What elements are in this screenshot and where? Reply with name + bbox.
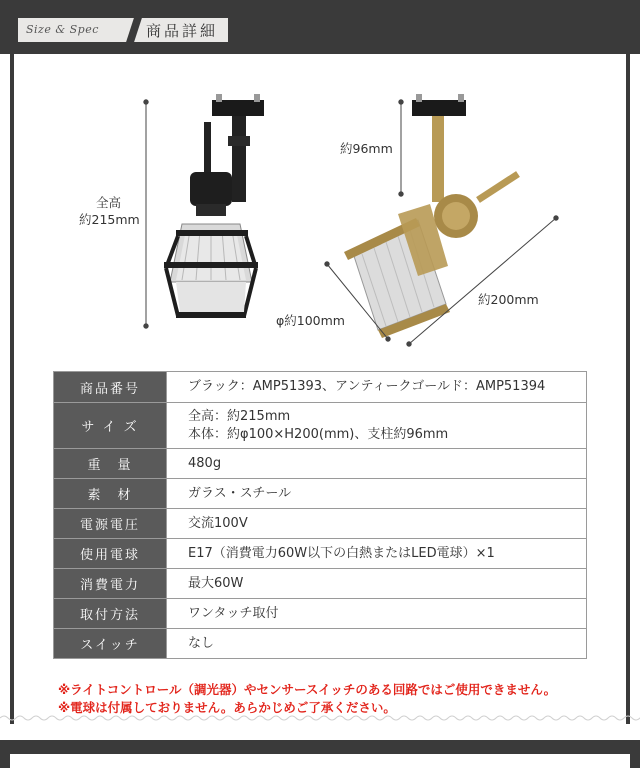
diameter-label: φ約100mm <box>276 313 345 328</box>
footer-inner-panel <box>10 754 630 768</box>
table-row <box>54 479 587 509</box>
spec-key: 消費電力 <box>54 569 167 599</box>
spec-key: 重 量 <box>54 449 167 479</box>
spec-value <box>167 403 587 449</box>
spec-value-line: 全高：約215mm <box>188 408 291 424</box>
spec-key: 使用電球 <box>54 539 167 569</box>
section-title: 商品詳細 <box>146 22 219 40</box>
table-row <box>54 509 587 539</box>
height-label: 全高 <box>96 195 122 210</box>
spec-key: 取付方法 <box>54 599 167 629</box>
spec-key: サ イ ズ <box>54 403 167 449</box>
spec-key: 電源電圧 <box>54 509 167 539</box>
table-row <box>54 539 587 569</box>
length-label: 約200mm <box>478 292 539 307</box>
spec-value-line: 本体：約φ100×H200(mm)、支柱約96mm <box>188 426 449 442</box>
spec-value: 交流100V <box>167 509 587 539</box>
footer-bar <box>0 740 640 768</box>
table-row <box>54 569 587 599</box>
table-row <box>54 372 587 403</box>
spec-key: 商品番号 <box>54 372 167 403</box>
spec-value: 480g <box>167 449 587 479</box>
table-row <box>54 599 587 629</box>
section-title-tab <box>18 18 228 42</box>
spec-table <box>53 371 587 659</box>
height-dimension-line <box>144 100 148 328</box>
spec-value: 最大60W <box>167 569 587 599</box>
section-script-label: Size & Spec <box>26 23 99 36</box>
spec-value: なし <box>167 629 587 659</box>
spec-value: ワンタッチ取付 <box>167 599 587 629</box>
spec-key: 素 材 <box>54 479 167 509</box>
note-bulb-not-included: ※電球は付属しておりません。あらかじめご了承ください。 <box>58 700 396 715</box>
notes-block <box>58 681 556 717</box>
title-separator <box>126 18 142 42</box>
pole-dimension-line <box>399 100 403 196</box>
height-value-label: 約215mm <box>79 212 140 227</box>
black-lamp-image <box>164 94 264 318</box>
note-dimmer-warning: ※ライトコントロール（調光器）やセンサースイッチのある回路ではご使用できません。 <box>58 682 557 697</box>
spec-value: ブラック：AMP51393、アンティークゴールド：AMP51394 <box>167 372 587 403</box>
pole-label: 約96mm <box>340 141 393 156</box>
spec-value: ガラス・スチール <box>167 479 587 509</box>
wave-divider <box>0 713 640 723</box>
spec-value: E17（消費電力60W以下の白熱またはLED電球）×1 <box>167 539 587 569</box>
table-row <box>54 449 587 479</box>
table-row <box>54 403 587 449</box>
table-row <box>54 629 587 659</box>
spec-key: スイッチ <box>54 629 167 659</box>
